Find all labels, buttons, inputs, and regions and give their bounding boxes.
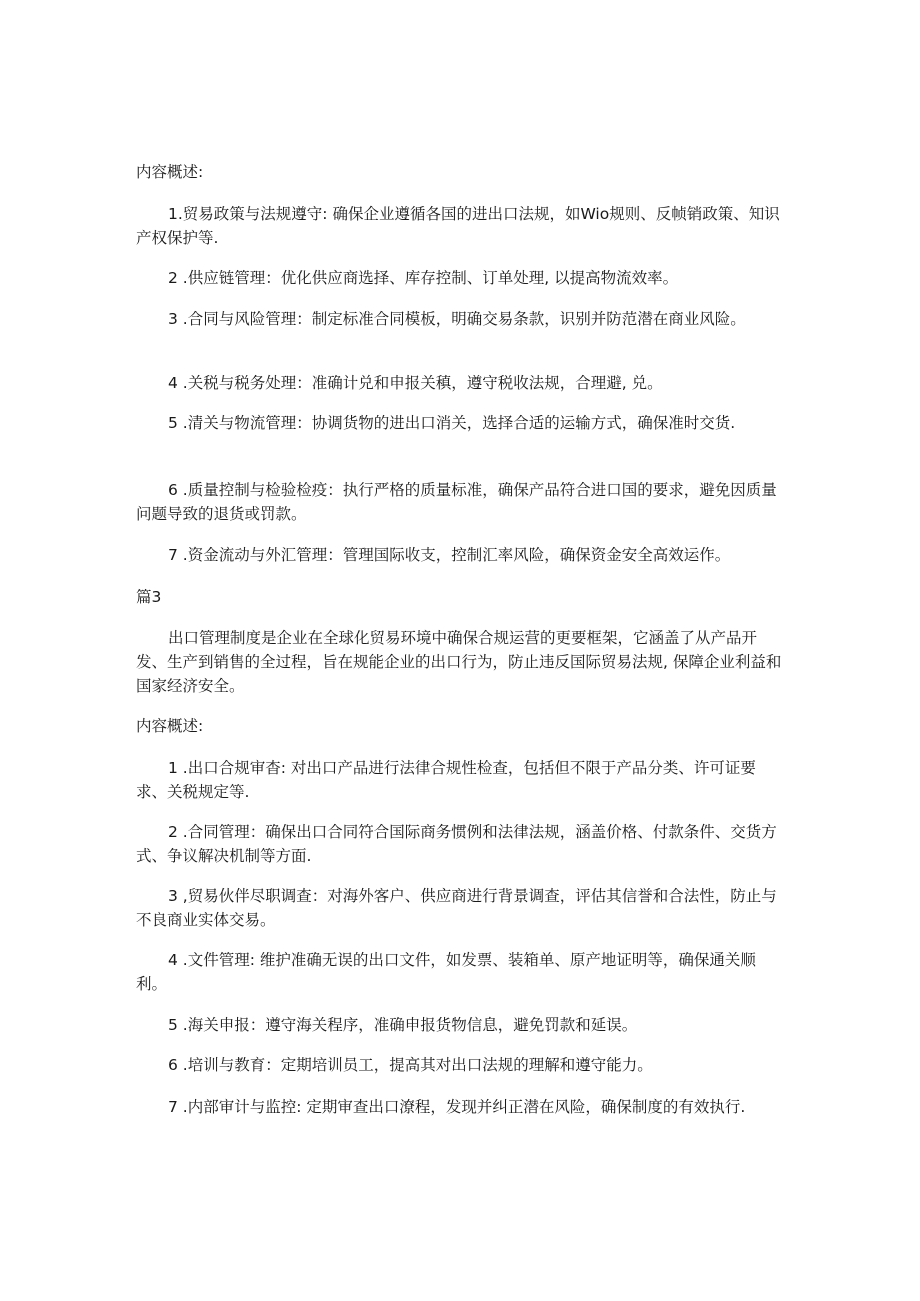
- list-item: 4 .文件管理: 维护准确无误的出口文件，如发票、装箱单、原产地证明等，确保通关顺利。: [136, 951, 756, 993]
- list-item: 6 .质量控制与检验检疫：执行严格的质量标准，确保产品符合进口国的要求，避免因质量问题导致的退货或罚款。: [136, 481, 777, 523]
- list-item: 1 .出口合规审杳: 对出口产品进行法律合规性检查，包括但不限于产品分类、许可证要求、关税规定等.: [136, 759, 756, 801]
- list-item: 1.贸易政策与法规遵守: 确保企业遵循各国的进出口法规，如Wio规则、反帧销政策、知识产权保护等.: [136, 205, 780, 247]
- section-heading: 内容概述:: [136, 163, 204, 181]
- list-item: 5 .海关申报：遵守海关程序，准确申报货物信息，避免罚款和延误。: [168, 1016, 638, 1034]
- section-title: 篇3: [136, 588, 162, 606]
- list-item: 3 .合同与风险管理：制定标准合同模板，明确交易条款，识别并防范潜在商业风险。: [168, 310, 746, 328]
- list-item: 4 .关税与税务处理：准确计兑和申报关稹，遵守税收法规，合理避, 兑。: [168, 374, 663, 392]
- list-item: 3 ,贸易伙伴尽职调查：对海外客户、供应商进行背景调查，评估其信誉和合法性，防止与不良商业实体交易。: [136, 887, 777, 929]
- list-item: 7 .内部审计与监控: 定期审查出口潦程，发现并纠正潜在风险，确保制度的有效执行.: [168, 1098, 746, 1116]
- intro-paragraph: 出口管理制度是企业在全球化贸易环境中确保合规运营的更要框架，它涵盖了从产品开发、生产到销售的全过程，旨在规能企业的出口行为，防止违反国际贸易法规, 保障企业利益和国家经济安全。: [136, 629, 782, 695]
- list-item: 2 .供应链管理：优化供应商选择、库存控制、订单处理, 以提高物流效率。: [168, 269, 679, 287]
- section-heading: 内容概述:: [136, 717, 204, 735]
- list-item: 6 .培训与教育：定期培训员工，提高其对出口法规的理解和遵守能力。: [168, 1056, 653, 1074]
- list-item: 2 .合同管理：确保出口合同符合国际商务惯例和法律法规，涵盖价格、付款条件、交货方式、争议解决机制等方面.: [136, 823, 777, 865]
- list-item: 7 .资金流动与外汇管理：管理国际收支，控制汇率风险，确保资金安全高效运作。: [168, 546, 731, 564]
- list-item: 5 .清关与物流管理：协调货物的进出口消关，选择合适的运输方式，确保准时交货.: [168, 414, 736, 432]
